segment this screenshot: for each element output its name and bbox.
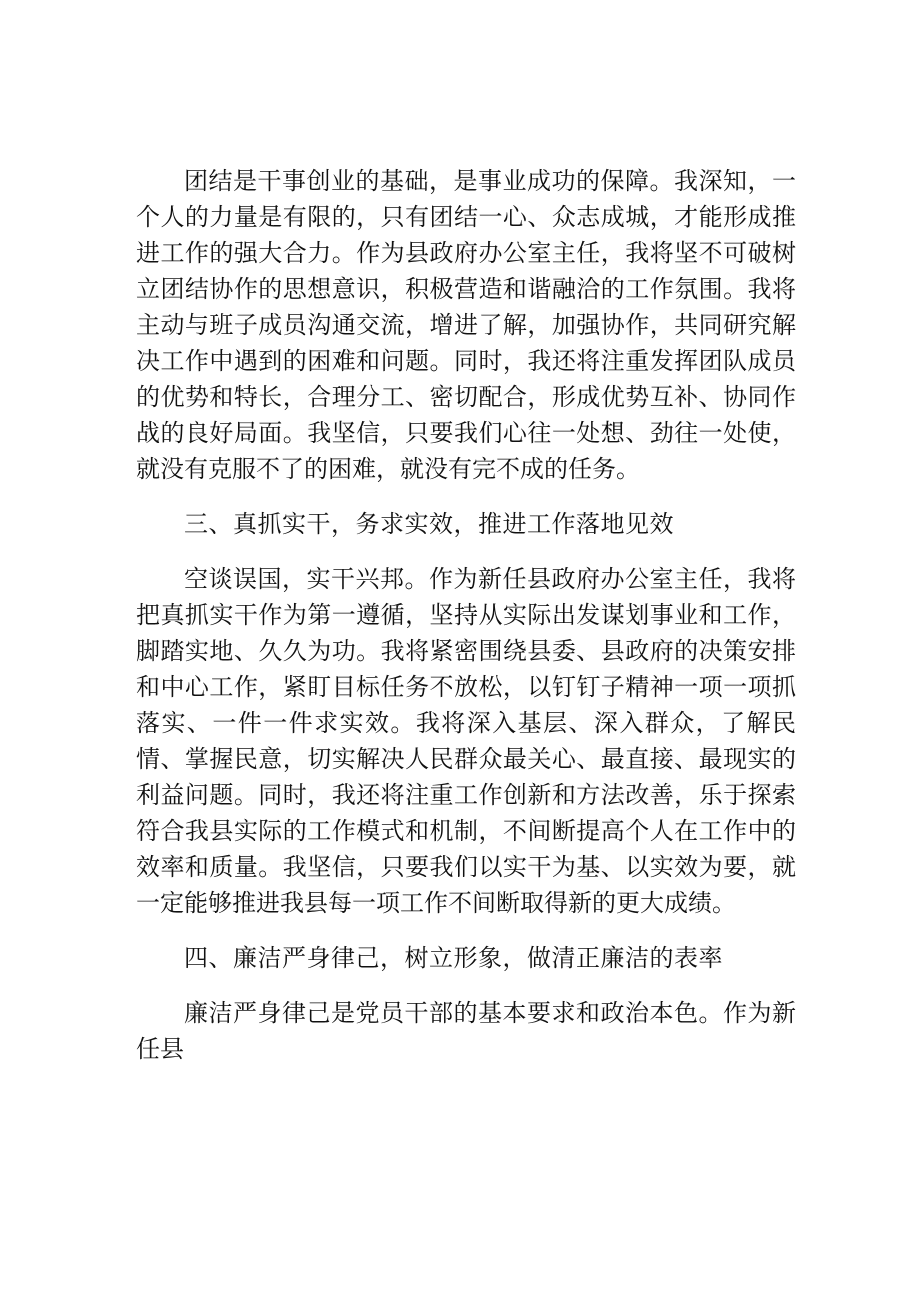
paragraph-unity: 团结是干事创业的基础，是事业成功的保障。我深知，一个人的力量是有限的，只有团结一心、众志成城，才能形成推进工作的强大合力。作为县政府办公室主任，我将坚不可破树立团结协作的思想意识，积极营造和谐融洽的工作氛围。我将主动与班子成员沟通交流，增进了解，加强协作，共同研究解决工作中遇到的困难和问题。同时，我还将注重发挥团队成员的优势和特长，合理分工、密切配合，形成优势互补、协同作战的良好局面。我坚信，只要我们心往一处想、劲往一处使，就没有克服不了的困难，就没有完不成的任务。 <box>136 167 796 483</box>
paragraph-practical-work: 空谈误国，实干兴邦。作为新任县政府办公室主任，我将把真抓实干作为第一遵循，坚持从实际出发谋划事业和工作，脚踏实地、久久为功。我将紧密围绕县委、县政府的决策安排和中心工作，紧盯目标任务不放松，以钉钉子精神一项一项抓落实、一件一件求实效。我将深入基层、深入群众，了解民情、掌握民意，切实解决人民群众最关心、最直接、最现实的利益问题。同时，我还将注重工作创新和方法改善，乐于探索符合我县实际的工作模式和机制，不间断提高个人在工作中的效率和质量。我坚信，只要我们以实干为基、以实效为要，就一定能够推进我县每一项工作不间断取得新的更大成绩。 <box>136 565 796 917</box>
section-heading-three: 三、真抓实干，务求实效，推进工作落地见效 <box>184 510 674 538</box>
paragraph-integrity: 廉洁严身律己是党员干部的基本要求和政治本色。作为新任县 <box>136 999 796 1063</box>
section-heading-four: 四、廉洁严身律己，树立形象，做清正廉洁的表率 <box>184 944 723 972</box>
document-body <box>136 163 796 1067</box>
